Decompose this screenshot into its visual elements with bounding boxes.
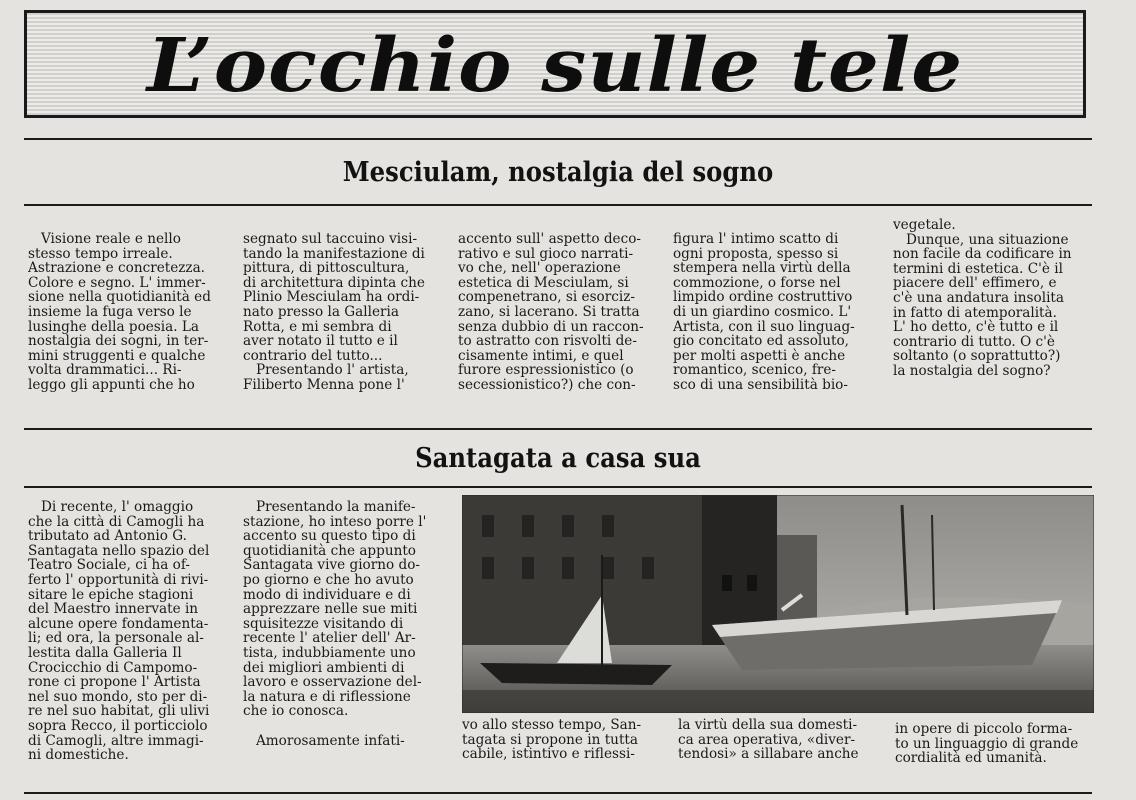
article1-column-3: accento sull' aspetto deco- rativo e sul gioco narrati- vo che, nell' operazione estetica di Mesciulam, si compenetrano, si esorciz- zano, si lacerano. Si tratta senza dubbio di un raccon- to astratto con risvolti de- cisamente intimi, e quel furore espressionistico (o secessionistico?) che con- (458, 232, 644, 393)
painting-photo (462, 495, 1094, 713)
harbor-painting-illustration (462, 495, 1094, 713)
article2-column-1: Di recente, l' omaggio che la città di Camogli ha tributato ad Antonio G. Santagata nello spazio del Teatro Sociale, ci ha of- ferto l' opportunità di rivi- sitare le epiche stagioni del Maestro innervate in alcune opere fondamenta- li; ed ora, la personale al- lestita dalla Galleria Il Crocicchio di Campomo- rone ci propone l' Artista nel suo mondo, sto per di- re nel suo habitat, gli ulivi sopra Recco, il porticciolo di Camogli, altre immagi- ni domestiche. (28, 500, 210, 764)
article1-headline: Mesciulam, nostalgia del sogno (342, 157, 774, 188)
article1-column-5: vegetale. Dunque, una situazione non facile da codificare in termini di estetica. C'è il piacere dell' effimero, e c'è una andatura insolita in fatto di atemporalità. L' ho detto, c'è tutto e il contrario di tutto. O c'è soltanto (o soprattutto?) la nostalgia del sogno? (893, 218, 1072, 379)
article1-column-1: Visione reale e nello stesso tempo irreale. Astrazione e concretezza. Colore e segno. L' immer- sione nella quotidianità ed insieme la fuga verso le lusinghe della poesia. La nostalgia dei sogni, in ter- mini struggenti e qualche volta drammatici... Ri- leggo gli appunti che ho (28, 232, 211, 393)
article2-column-4: la virtù della sua domesti- ca area operativa, «diver- tendosi» a sillabare anche (678, 718, 859, 763)
rule-middle (24, 428, 1092, 430)
article1-column-4: figura l' intimo scatto di ogni proposta, spesso si stempera nella virtù della commozione, o forse nel limpido ordine costruttivo di un giardino cosmico. L' Artista, con il suo linguag- gio concitato ed assoluto, per molti aspetti è anche romantico, scenico, fre- sco di una sensibilità bio- (673, 232, 855, 393)
masthead-banner (24, 10, 1086, 118)
masthead-title: L’occhio sulle tele (146, 21, 964, 109)
article2-headline: Santagata a casa sua (415, 443, 701, 474)
rule-article1 (24, 204, 1092, 206)
article1-column-2: segnato sul taccuino visi- tando la manifestazione di pittura, di pittoscultura, di architettura dipinta che Plinio Mesciulam ha ordi- nato presso la Galleria Rotta, e mi sembra di aver notato il tutto e il contrario del tutto... Presentando l' artista, Filiberto Menna pone l' (243, 232, 425, 393)
article2-column-3: vo allo stesso tempo, San- tagata si propone in tutta cabile, istintivo e riflessi- (462, 718, 642, 763)
rule-bottom (24, 792, 1092, 794)
rule-article2 (24, 486, 1092, 488)
rule-top (24, 138, 1092, 140)
article2-column-5: in opere di piccolo forma- to un linguaggio di grande cordialità ed umanità. (895, 722, 1079, 767)
article2-column-2: Presentando la manife- stazione, ho inteso porre l' accento su questo tipo di quotidianità che appunto Santagata vive giorno do- po giorno e che ho avuto modo di individuare e di apprezzare nelle sue miti squisitezze visitando di recente l' atelier dell' Ar- tista, indubbiamente uno dei migliori ambienti di lavoro e osservazione del- la natura e di riflessione che io conosca. Amorosamente infati- (243, 500, 427, 749)
